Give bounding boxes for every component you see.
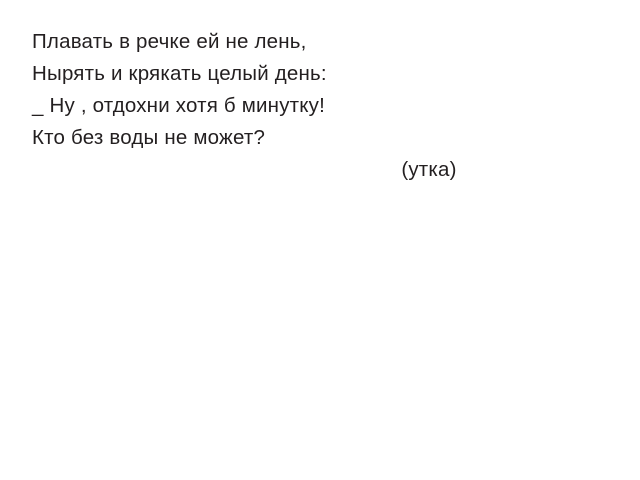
riddle-line-1: Плавать в речке ей не лень, (32, 30, 307, 53)
riddle-line-3: _ Ну , отдохни хотя б минутку! (32, 94, 325, 117)
riddle-answer: (утка) (401, 158, 457, 181)
riddle-line-4: Кто без воды не может? (32, 126, 266, 149)
riddle-text-block (32, 26, 608, 186)
riddle-line-2: Нырять и крякать целый день: (32, 62, 327, 85)
